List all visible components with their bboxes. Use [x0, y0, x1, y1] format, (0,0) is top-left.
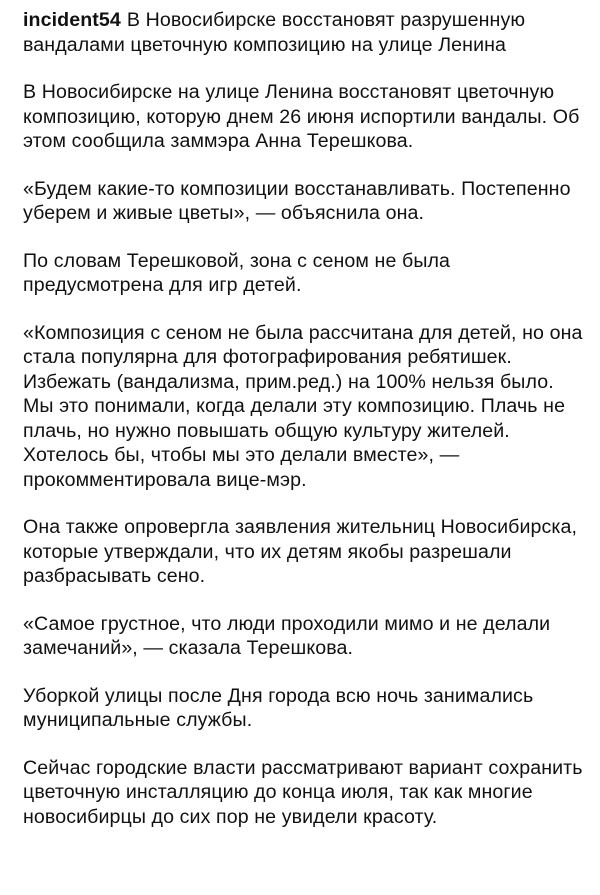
paragraph-1: В Новосибирске на улице Ленина восстановят цветочную композицию, которую днем 26 июня испортили вандалы. Об этом сообщила заммэра Анна Терешкова.	[23, 81, 580, 152]
paragraph-5: Она также опровергла заявления жительниц Новосибирска, которые утверждали, что их детям якобы разрешали разбрасывать сено.	[23, 516, 578, 587]
paragraph-6: «Самое грустное, что люди проходили мимо и не делали замечаний», — сказала Терешкова.	[23, 612, 551, 659]
paragraph-2: «Будем какие-то композиции восстанавливать. Постепенно уберем и живые цветы», — объяснила она.	[23, 177, 571, 224]
paragraph-7: Уборкой улицы после Дня города всю ночь занимались муниципальные службы.	[23, 684, 534, 731]
post-headline: В Новосибирске восстановят разрушенную вандалами цветочную композицию на улице Ленина	[23, 9, 526, 56]
paragraph-3: По словам Терешковой, зона с сеном не была предусмотрена для игр детей.	[23, 249, 451, 296]
post-caption	[23, 8, 588, 57]
paragraph-8: Сейчас городские власти рассматривают вариант сохранить цветочную инсталляцию до конца июля, так как многие новосибирцы до сих пор не увидели красоту.	[23, 756, 583, 828]
post-caption-container	[23, 8, 588, 829]
author-username-link[interactable]: incident54	[23, 9, 121, 31]
paragraph-4: «Композиция с сеном не была рассчитана для детей, но она стала популярна для фотографирования ребятишек. Избежать (вандализма, прим.ред.) на 100% нельзя было. Мы это понимали, когда делали эту композицию. Плачь не плачь, но нужно повышать общую культуру жителей. Хотелось бы, чтобы мы это делали вместе», — прокомментировала вице-мэр.	[23, 321, 583, 491]
